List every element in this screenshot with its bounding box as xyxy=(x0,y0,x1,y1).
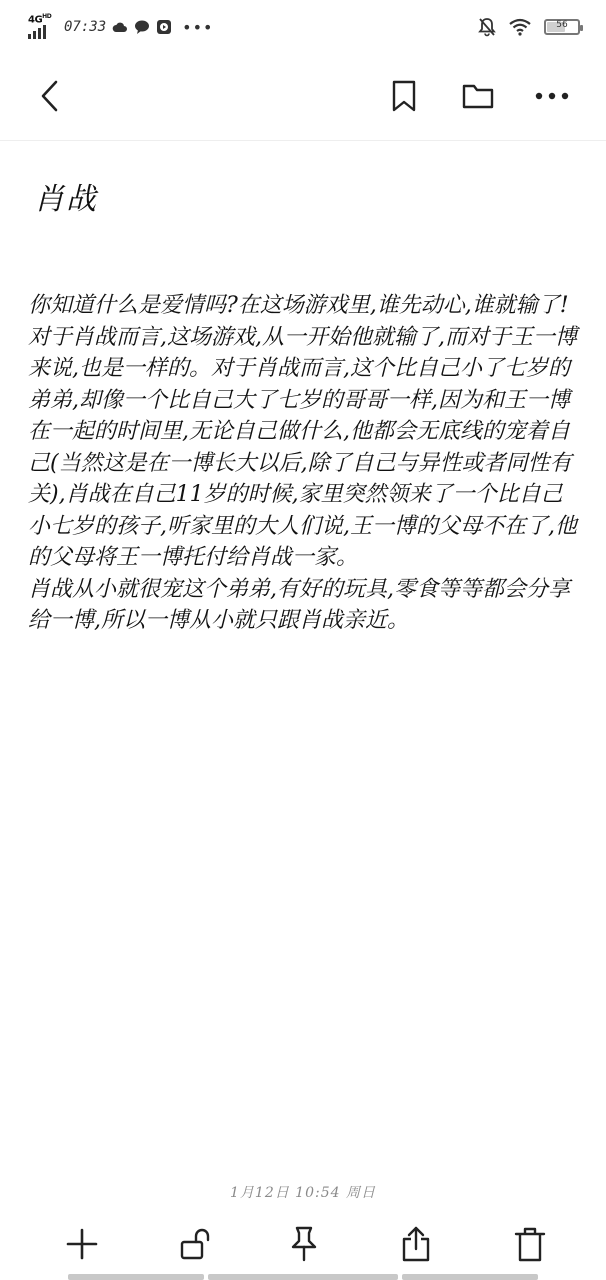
bottom-action-bar xyxy=(0,1212,606,1280)
note-body[interactable] xyxy=(28,290,580,637)
pin-icon xyxy=(287,1225,321,1263)
unlock-icon xyxy=(178,1226,214,1262)
battery-icon xyxy=(544,19,580,35)
bookmark-icon xyxy=(390,79,418,113)
more-horizontal-icon xyxy=(534,91,570,101)
status-right xyxy=(478,15,580,39)
more-dots-icon: ••• xyxy=(182,17,214,37)
folder-button[interactable] xyxy=(456,74,500,118)
status-bar xyxy=(0,0,606,56)
cellular-signal-icon: $4G^{HD}$ xyxy=(28,15,56,39)
note-paragraph: 你知道什么是爱情吗?在这场游戏里,谁先动心,谁就输了!对于肖战而言,这场游戏,从一开始他就输了,而对于王一博来说,也是一样的。对于肖战而言,这个比自己小了七岁的弟弟,却像一个比自己大了七岁的哥哥一样,因为和王一博在一起的时间里,无论自己做什么,他都会无底线的宠着自己(当然这是在一博长大以后,除了自己与异性或者同性有关),肖战在自己11岁的时候,家里突然领来了一个比自己小七岁的孩子,听家里的大人们说,王一博的父母不在了,他的父母将王一博托付给肖战一家。 xyxy=(28,293,577,570)
status-left xyxy=(28,14,213,40)
plus-icon xyxy=(65,1227,99,1261)
note-toolbar xyxy=(0,56,606,141)
lock-button[interactable] xyxy=(172,1220,220,1268)
nav-indicator xyxy=(68,1274,204,1280)
clock: 07:33 xyxy=(64,19,107,35)
delete-button[interactable] xyxy=(506,1220,554,1268)
trash-icon xyxy=(513,1225,547,1263)
nav-indicator xyxy=(208,1274,398,1280)
nav-indicator xyxy=(402,1274,538,1280)
add-button[interactable] xyxy=(58,1220,106,1268)
share-button[interactable] xyxy=(392,1220,440,1268)
media-icon xyxy=(156,19,172,35)
chevron-left-icon xyxy=(38,79,62,113)
cloud-icon xyxy=(112,19,128,35)
note-timestamp: 1月12日 10:54 周日 xyxy=(230,1185,376,1201)
mute-bell-icon xyxy=(478,17,496,37)
folder-icon xyxy=(461,82,495,110)
note-paragraph: 肖战从小就很宠这个弟弟,有好的玩具,零食等等都会分享给一博,所以一博从小就只跟肖战亲近。 xyxy=(28,576,570,633)
note-title[interactable]: 肖战 xyxy=(34,182,98,217)
share-icon xyxy=(399,1225,433,1263)
pin-button[interactable] xyxy=(280,1220,328,1268)
wifi-icon xyxy=(508,18,532,36)
bookmark-button[interactable] xyxy=(382,74,426,118)
back-button[interactable] xyxy=(28,74,72,118)
chat-icon xyxy=(134,19,150,35)
more-options-button[interactable] xyxy=(530,74,574,118)
battery-level: 56 xyxy=(556,20,568,30)
